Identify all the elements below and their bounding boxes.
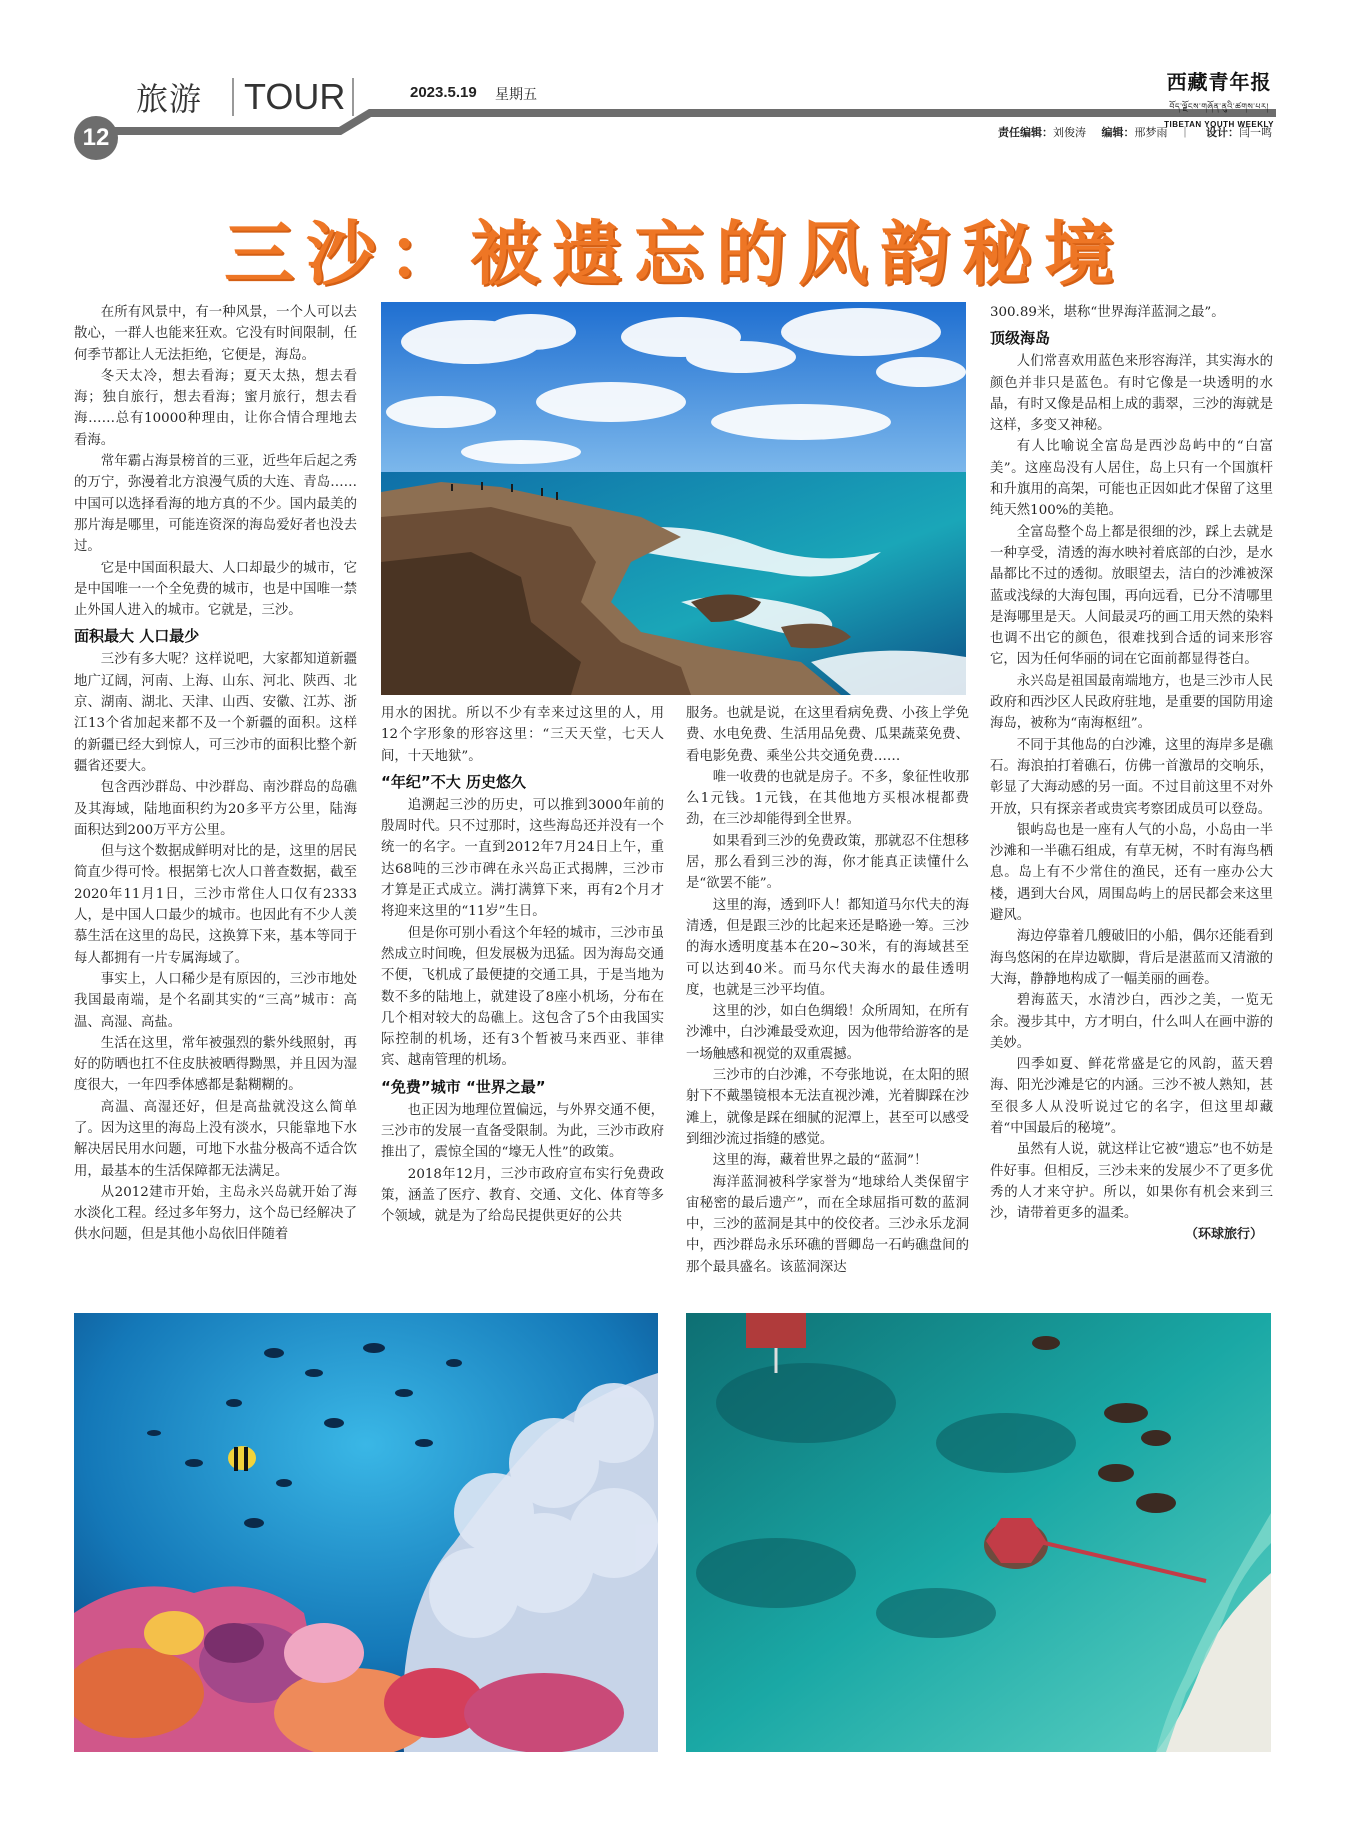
chief-editor: 刘俊涛	[1053, 126, 1086, 139]
article-column-2	[381, 703, 664, 1228]
paragraph: 永兴岛是祖国最南端地方，也是三沙市人民政府和西沙区人民政府驻地，是重要的国防用途海岛，被称为“南海枢纽”。	[990, 673, 1273, 732]
section-title-en: TOUR	[244, 76, 346, 117]
paragraph: 在所有风景中，有一种风景，一个人可以去散心，一群人也能来狂欢。它没有时间限制，任何季节都让人无法拒绝，它便是，海岛。	[74, 305, 357, 363]
paragraph: 也正因为地理位置偏远，与外界交通不便，三沙市的发展一直备受限制。为此，三沙市政府推出了，震惊全国的“壕无人性”的政策。	[381, 1102, 664, 1161]
subheading-area: 面积最大 人口最少	[74, 627, 200, 646]
paragraph: 虽然有人说，就这样让它被“遗忘”也不妨是件好事。但相反，三沙未来的发展少不了更多优秀的人才来守护。所以，如果你有机会来到三沙，请带着更多的温柔。	[990, 1142, 1273, 1222]
paragraph: 四季如夏、鲜花常盛是它的风韵，蓝天碧海、阳光沙滩是它的内涵。三沙不被人熟知，甚至很多人从没听说过它的名字，但这里却藏着“中国最后的秘境”。	[990, 1057, 1273, 1136]
paragraph: 人们常喜欢用蓝色来形容海洋，其实海水的颜色并非只是蓝色。有时它像是一块透明的水晶，有时又像是品相上成的翡翠，三沙的海就是这样，多变又神秘。	[990, 354, 1273, 434]
paragraph: 高温、高湿还好，但是高盐就没这么简单了。因为这里的海岛上没有淡水，只能靠地下水解决居民用水问题，可地下水盐分极高不适合饮用，最基本的生活保障都无法满足。	[74, 1099, 357, 1179]
masthead-title: 西藏青年报	[1166, 70, 1272, 94]
editor-credits: 责任编辑：刘俊涛 编辑：邢梦雨 ｜ 设计：闫一鸣	[998, 126, 1272, 139]
coral-reef-photo	[74, 1313, 658, 1752]
paragraph: 银屿岛也是一座有人气的小岛，小岛由一半沙滩和一半礁石组成，有草无树，不时有海鸟栖息。岛上有不少常住的渔民，还有一座办公大楼，遇到大台风，周围岛屿上的居民都会来这里避风。	[990, 822, 1273, 924]
subheading-age: “年纪”不大 历史悠久	[381, 772, 526, 791]
paragraph: 海洋蓝洞被科学家誉为“地球给人类保留宇宙秘密的最后遗产”，而在全球屈指可数的蓝洞中，三沙的蓝洞是其中的佼佼者。三沙永乐龙洞中，西沙群岛永乐环礁的晋卿岛一石屿礁盘间的那个最具盛名。该蓝洞深达	[686, 1174, 969, 1275]
headline: 三沙：被遗忘的风韵秘境	[224, 213, 1126, 295]
subheading-island: 顶级海岛	[990, 329, 1051, 348]
paragraph: 这里的海，透到吓人！都知道马尔代夫的海清透，但是跟三沙的比起来还是略逊一筹。三沙的海水透明度基本在20~30米，有的海域甚至可以达到40米。而马尔代夫海水的最佳透明度，也就是三沙平均值。	[686, 897, 969, 998]
header-rule	[0, 0, 1350, 170]
masthead-english: TIBETAN YOUTH WEEKLY	[1164, 120, 1274, 129]
paragraph: 用水的困扰。所以不少有幸来过这里的人，用12个字形象的形容这里：“三天天堂，七天人间，十天地狱”。	[381, 706, 664, 764]
paragraph: 包含西沙群岛、中沙群岛、南沙群岛的岛礁及其海域，陆地面积约为20多平方公里，陆海面积达到200万平方公里。	[74, 780, 357, 838]
page-number-badge: 12	[74, 116, 118, 160]
subheading-free: “免费”城市 “世界之最”	[381, 1077, 546, 1096]
paragraph: 服务。也就是说，在这里看病免费、小孩上学免费、水电免费、生活用品免费、瓜果蔬菜免费、看电影免费、乘坐公共交通免费……	[686, 706, 969, 764]
chief-editor-label: 责任编辑：	[998, 126, 1053, 139]
paragraph: 海边停靠着几艘破旧的小船，偶尔还能看到海鸟悠闲的在岸边歇脚，背后是湛蓝而又清澈的大海，静静地构成了一幅美丽的画卷。	[990, 929, 1273, 987]
section-divider	[352, 78, 354, 116]
masthead-tibetan: བོད་ལྗོངས་གཞོན་ནུའི་ཚགས་པར།	[1169, 102, 1269, 111]
coastline-photo	[381, 302, 966, 695]
aerial-island-photo	[686, 1313, 1271, 1752]
paragraph: 这里的海，藏着世界之最的“蓝洞”！	[712, 1153, 928, 1169]
editor: 邢梦雨	[1134, 126, 1168, 139]
paragraph: 三沙市的白沙滩，不夸张地说，在太阳的照射下不戴墨镜根本无法直视沙滩，光着脚踩在沙滩上，就像是踩在细腻的泥潭上，甚至可以感受到细沙流过指缝的感觉。	[686, 1068, 969, 1147]
paragraph: 生活在这里，常年被强烈的紫外线照射，再好的防晒也扛不住皮肤被晒得黝黑，并且因为湿度很大，一年四季体感都是黏糊糊的。	[74, 1035, 357, 1094]
paragraph: 唯一收费的也就是房子。不多，象征性收那么1元钱。1元钱，在其他地方买根冰棍都费劲，在三沙却能得到全世界。	[686, 769, 969, 828]
article-column-1	[74, 302, 357, 1246]
paragraph: 不同于其他岛的白沙滩，这里的海岸多是礁石。海浪拍打着礁石，仿佛一首激昂的交响乐，彰显了大海动感的另一面。不过目前这里不对外开放，只有探亲者或贵宾考察团成员可以登岛。	[990, 737, 1273, 817]
paragraph: 追溯起三沙的历史，可以推到3000年前的殷周时代。只不过那时，这些海岛还并没有一个统一的名字。一直到2012年7月24日上午，重达68吨的三沙市碑在永兴岛正式揭牌，三沙市才算是正式成立。满打满算下来，再有2个月才将迎来这里的“11岁”生日。	[381, 797, 664, 920]
paragraph: 300.89米，堪称“世界海洋蓝洞之最”。	[990, 305, 1225, 320]
paragraph: 常年霸占海景榜首的三亚，近些年后起之秀的万宁，弥漫着北方浪漫气质的大连、青岛……中国可以选择看海的地方真的不少。国内最美的那片海是哪里，可能连资深的海岛爱好者也没去过。	[74, 454, 357, 555]
masthead	[1164, 66, 1274, 129]
paragraph: 从2012建市开始，主岛永兴岛就开始了海水淡化工程。经过多年努力，这个岛已经解决了供水问题，但是其他小岛依旧伴随着	[74, 1184, 357, 1243]
section-divider	[232, 78, 234, 116]
article-source: （环球旅行）	[1184, 1227, 1263, 1243]
issue-date: 2023.5.19	[410, 84, 477, 101]
paragraph: 2018年12月，三沙市政府宣布实行免费政策，涵盖了医疗、教育、交通、文化、体育等多个领域，就是为了给岛民提供更好的公共	[381, 1166, 664, 1225]
paragraph: 它是中国面积最大、人口却最少的城市，它是中国唯一一个全免费的城市，也是中国唯一禁止外国人进入的城市。它就是，三沙。	[74, 560, 357, 619]
paragraph: 这里的沙，如白色绸缎！众所周知，在所有沙滩中，白沙滩最受欢迎，因为他带给游客的是一场触感和视觉的双重震撼。	[686, 1004, 969, 1062]
designer-label: 设计：	[1206, 126, 1239, 139]
paragraph: 三沙有多大呢？这样说吧，大家都知道新疆地广辽阔，河南、上海、山东、河北、陕西、北京、湖南、湖北、天津、山西、安徽、江苏、浙江13个省加起来都不及一个新疆的面积。这样的新疆已经大到惊人，可三沙市的面积比整个新疆省还要大。	[74, 652, 357, 774]
editor-label: 编辑：	[1101, 126, 1135, 139]
paragraph: 全富岛整个岛上都是很细的沙，踩上去就是一种享受，清透的海水映衬着底部的白沙，是水晶都比不过的透彻。放眼望去，洁白的沙滩被深蓝或浅绿的大海包围，再向远看，已分不清哪里是海哪里是天。人间最灵巧的画工用天然的染料也调不出它的颜色，很难找到合适的词来形容它，因为任何华丽的词在它面前都显得苍白。	[990, 524, 1273, 668]
paragraph: 碧海蓝天，水清沙白，西沙之美，一览无余。漫步其中，方才明白，什么叫人在画中游的美妙。	[990, 993, 1273, 1051]
paragraph: 事实上，人口稀少是有原因的，三沙市地处我国最南端，是个名副其实的“三高”城市：高温、高湿、高盐。	[74, 971, 357, 1030]
paragraph: 有人比喻说全富岛是西沙岛屿中的“白富美”。这座岛没有人居住，岛上只有一个国旗杆和升旗用的高架，可能也正因如此才保留了这里纯天然100%的美艳。	[990, 439, 1273, 519]
paragraph: 但是你可别小看这个年轻的城市，三沙市虽然成立时间晚，但发展极为迅猛。因为海岛交通不便，飞机成了最便捷的交通工具，于是当地为数不多的陆地上，就建设了8座小机场，分布在几个相对较大的岛礁上。这包含了5个由我国实际控制的机场，还有3个暂被马来西亚、菲律宾、越南管理的机场。	[381, 925, 664, 1069]
paragraph: 但与这个数据成鲜明对比的是，这里的居民简直少得可怜。根据第七次人口普查数据，截至2020年11月1日，三沙市常住人口仅有2333人，是中国人口最少的城市。也因此有不少人羡慕生活在这里的岛民，这换算下来，基本等同于每人都拥有一片专属海域了。	[74, 844, 357, 966]
section-title-zh: 旅游	[136, 80, 203, 118]
paragraph: 冬天太冷，想去看海；夏天太热，想去看海；独自旅行，想去看海；蜜月旅行，想去看海……总有10000种理由，让你合情合理地去看海。	[74, 368, 357, 448]
issue-weekday: 星期五	[495, 87, 537, 103]
article-column-4	[990, 302, 1273, 1246]
article-column-3	[686, 703, 969, 1278]
designer: 闫一鸣	[1239, 126, 1272, 139]
paragraph: 如果看到三沙的免费政策，那就忍不住想移居，那么看到三沙的海，你才能真正读懂什么是“欲罢不能”。	[686, 833, 969, 892]
